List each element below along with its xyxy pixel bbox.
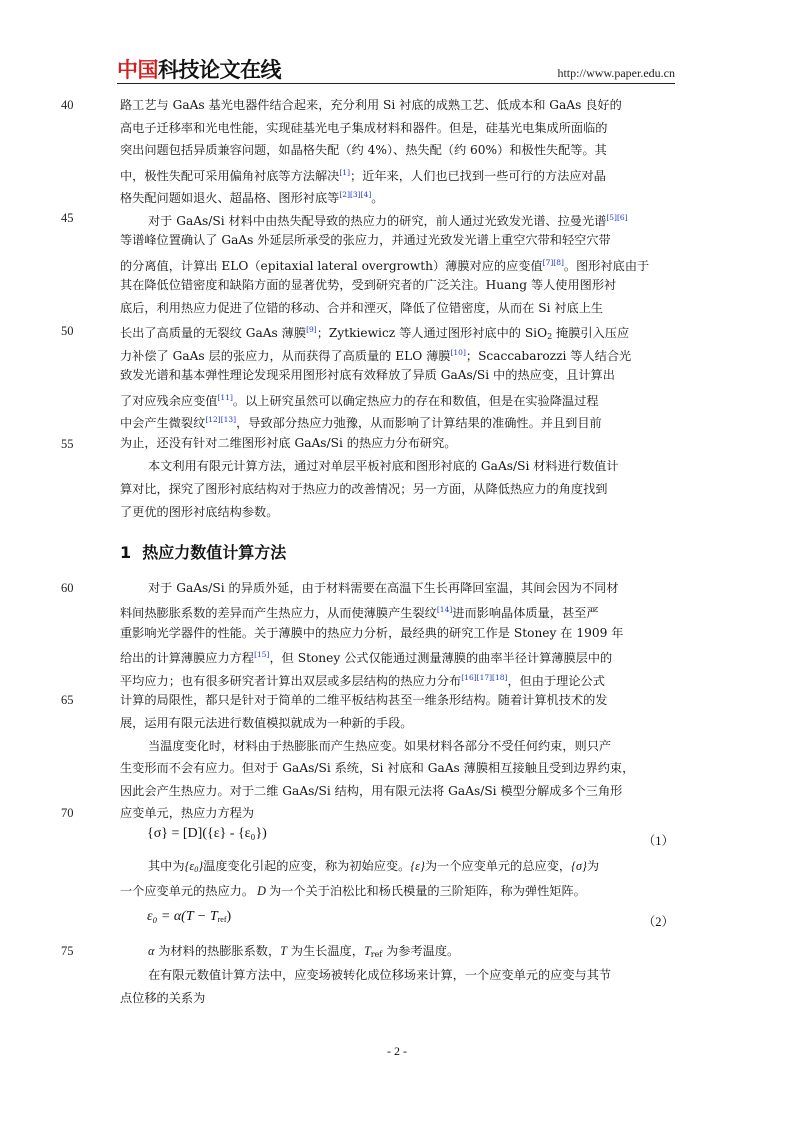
section-number: 1 — [120, 543, 132, 562]
citation[interactable]: [15] — [254, 650, 270, 659]
citation[interactable]: [5][6] — [606, 213, 628, 222]
text-line: 因此会产生热应力。对于二维 GaAs/Si 结构，用有限元法将 GaAs/Si 模型分解成多个三角形 — [120, 784, 623, 798]
text-line: 展，运用有限元法进行数值模拟就成为一种新的手段。 — [120, 716, 413, 730]
logo-red-part: 中国 — [117, 58, 158, 82]
text-line: 致发光谱和基本弹性理论发现采用图形衬底有效释放了异质 GaAs/Si 中的热应变，且计算出 — [120, 368, 615, 382]
line-number-65: 65 — [61, 693, 74, 707]
line-number-45: 45 — [61, 211, 74, 225]
text-line: 在有限元数值计算方法中，应变场被转化成位移场来计算，一个应变单元的应变与其节 — [148, 968, 612, 982]
text-line: 本文利用有限元计算方法，通过对单层平板衬底和图形衬底的 GaAs/Si 材料进行数值计 — [148, 459, 619, 473]
text-line: 点位移的关系为 — [120, 991, 206, 1005]
page-header — [117, 58, 675, 82]
section-heading — [120, 540, 286, 563]
text-line: 了对应残余应变值[11]。以上研究虽然可以确定热应力的存在和数值，但是在实验降温过程 — [120, 393, 599, 408]
line-number-40: 40 — [61, 98, 74, 112]
text-line: 高电子迁移率和光电性能，实现硅基光电子集成材料和器件。但是，硅基光电集成所面临的 — [120, 121, 608, 135]
text-line: 的分离值，计算出 ELO（epitaxial lateral overgrowth）薄膜对应的应变值[7][8]。图形衬底由于 — [120, 258, 650, 273]
text-line: 重影响光学器件的性能。关于薄膜中的热应力分析，最经典的研究工作是 Stoney 在 1909 年 — [120, 626, 624, 640]
text-line: 一个应变单元的热应力。 D 为一个关于泊松比和杨氏模量的三阶矩阵，称为弹性矩阵。 — [120, 884, 586, 898]
equation-1-number: （1） — [642, 834, 674, 848]
section-title: 热应力数值计算方法 — [142, 543, 287, 562]
text-line: 长出了高质量的无裂纹 GaAs 薄膜[9]；Zytkiewicz 等人通过图形衬底中的 SiO$_2$ 掩膜引入压应 — [120, 325, 630, 341]
text-line: 其在降低位错密度和缺陷方面的显著优势，受到研究者的广泛关注。Huang 等人使用图形衬 — [120, 278, 617, 292]
citation[interactable]: [10] — [450, 348, 466, 357]
text-line: 应变单元，热应力方程为 — [120, 806, 255, 820]
text-line: 格失配问题如退火、超晶格、图形衬底等[2][3][4]。 — [120, 190, 384, 205]
text-line: 突出问题包括异质兼容问题，如晶格失配（约 4%）、热失配（约 60%）和极性失配等。其 — [120, 143, 607, 157]
text-line: 计算的局限性，都只是针对于简单的二维平板结构甚至一维条形结构。随着计算机技术的发 — [120, 693, 608, 707]
text-line: 生变形而不会有应力。但对于 GaAs/Si 系统，Si 衬底和 GaAs 薄膜相互接触且受到边界约束， — [120, 761, 635, 775]
text-line: 路工艺与 GaAs 基光电器件结合起来，充分利用 Si 衬底的成熟工艺、低成本和 GaAs 良好的 — [120, 98, 622, 112]
text-line: 当温度变化时，材料由于热膨胀而产生热应变。如果材料各部分不受任何约束，则只产 — [148, 739, 612, 753]
citation[interactable]: [9] — [306, 325, 317, 334]
line-number-60: 60 — [61, 581, 74, 595]
citation[interactable]: [16][17][18] — [461, 673, 508, 682]
site-logo[interactable] — [117, 58, 281, 82]
equation-2-number: （2） — [642, 915, 674, 929]
text-line: 中，极性失配可采用偏角衬底等方法解决[1]；近年来，人们也已找到一些可行的方法应对晶 — [120, 168, 606, 183]
text-line: 料间热膨胀系数的差异而产生热应力，从而使薄膜产生裂纹[14]进而影响晶体质量，甚至严 — [120, 605, 599, 620]
text-line: 平均应力；也有很多研究者计算出双层或多层结构的热应力分布[16][17][18]，但由于理论公式 — [120, 673, 605, 688]
text-line: 为止，还没有针对二维图形衬底 GaAs/Si 的热应力分布研究。 — [120, 436, 457, 450]
header-divider — [117, 83, 675, 84]
citation[interactable]: [1] — [339, 168, 350, 177]
text-line: 算对比，探究了图形衬底结构对于热应力的改善情况；另一方面，从降低热应力的角度找到 — [120, 482, 608, 496]
equation-1: {σ} = [D]({ε} - {ε₀}) — [147, 826, 267, 841]
citation[interactable]: [2][3][4] — [339, 190, 372, 199]
text-line: 给出的计算薄膜应力方程[15]，但 Stoney 公式仅能通过测量薄膜的曲率半径计算薄膜层中的 — [120, 650, 613, 665]
text-line: 等谱峰位置确认了 GaAs 外延层所承受的张应力，并通过光致发光谱上重空穴带和轻空穴带 — [120, 233, 611, 247]
citation[interactable]: [12][13] — [205, 415, 237, 424]
logo-black-part: 科技论文在线 — [158, 58, 281, 82]
line-number-50: 50 — [61, 324, 74, 338]
text-line: 对于 GaAs/Si 的异质外延，由于材料需要在高温下生长再降回室温，其间会因为不同材 — [148, 581, 619, 595]
text-line: 力补偿了 GaAs 层的张应力，从而获得了高质量的 ELO 薄膜[10]；Scaccabarozzi 等人结合光 — [120, 348, 632, 363]
text-line: 对于 GaAs/Si 材料中由热失配导致的热应力的研究，前人通过光致发光谱、拉曼光谱[5][6] — [148, 213, 628, 228]
text-line: 其中为$\{\varepsilon_0\}$温度变化引起的应变，称为初始应变。{ε}为一个应变单元的总应变，{σ}为 — [148, 859, 600, 874]
text-line: 底后，利用热应力促进了位错的移动、合并和湮灭，降低了位错密度，从而在 Si 衬底上生 — [120, 301, 604, 315]
line-number-75: 75 — [61, 944, 74, 958]
text-line: 了更优的图形衬底结构参数。 — [120, 505, 279, 519]
header-url[interactable]: http://www.paper.edu.cn — [557, 66, 675, 80]
equation-2: $\varepsilon_0 = \alpha(T - T_{ref})$ — [147, 909, 232, 924]
citation[interactable]: [11] — [217, 393, 233, 402]
citation[interactable]: [14] — [436, 605, 453, 614]
page-number: - 2 - — [387, 1044, 407, 1058]
citation[interactable]: [7][8] — [542, 258, 564, 267]
line-number-55: 55 — [61, 437, 74, 451]
text-line: 中会产生微裂纹[12][13]，导致部分热应力弛豫，从而影响了计算结果的准确性。并且到目前 — [120, 415, 602, 430]
text-line: α 为材料的热膨胀系数，T 为生长温度，$T_{ref}$ 为参考温度。 — [148, 944, 460, 959]
line-number-70: 70 — [61, 806, 74, 820]
